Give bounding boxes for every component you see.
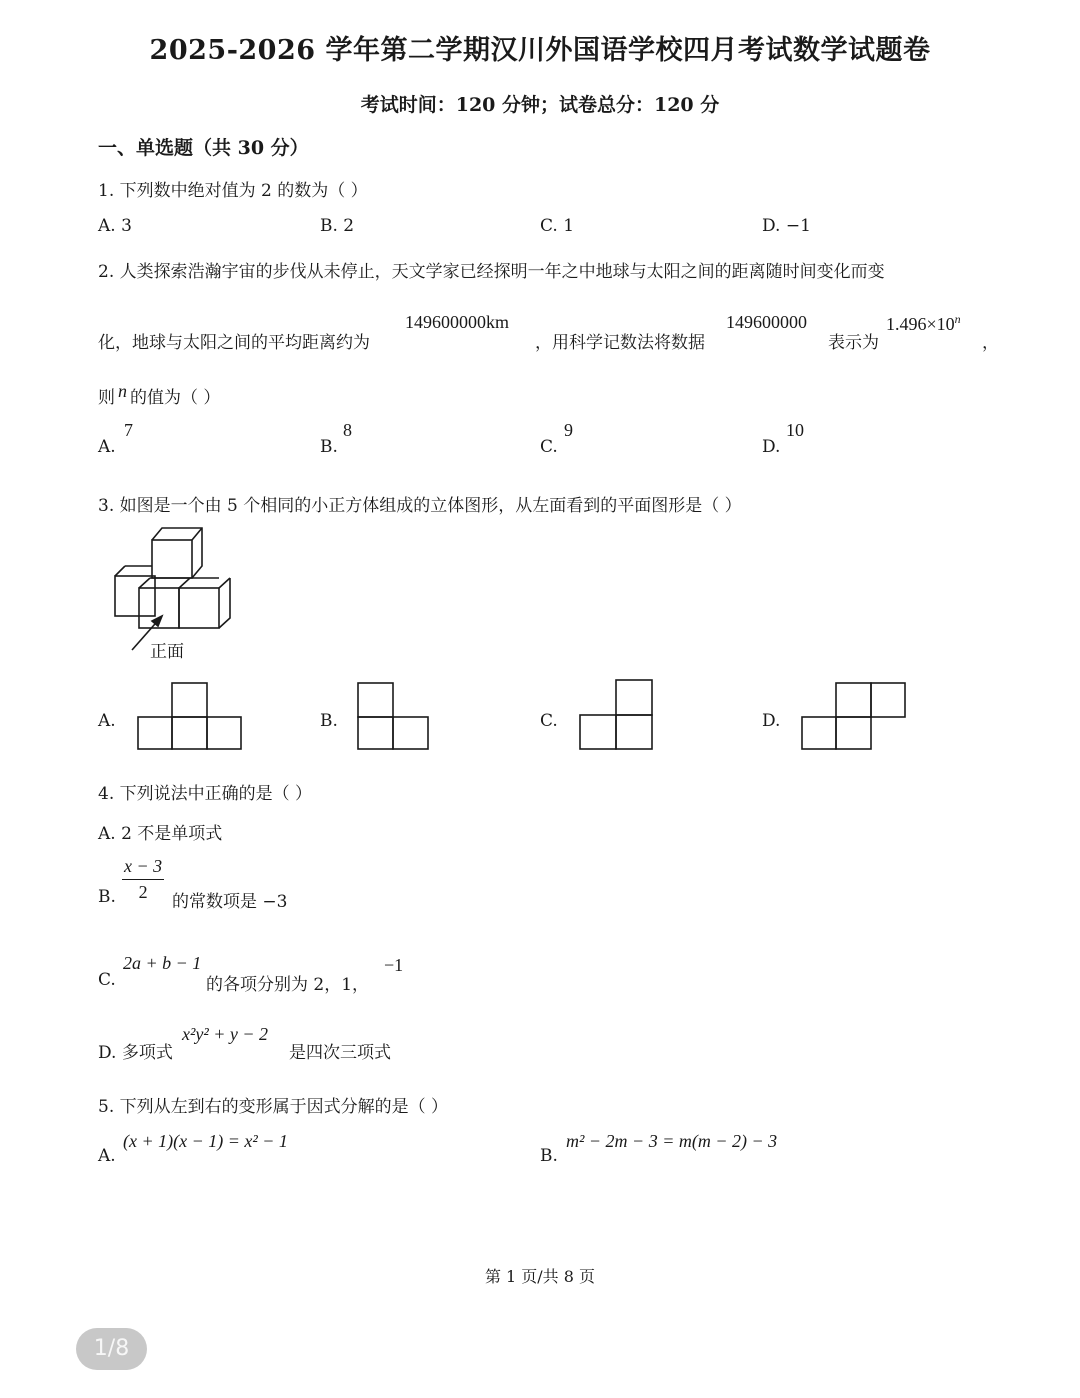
q4-b-denominator: 2 (138, 882, 148, 902)
q1-option-d: D. −1 (762, 216, 811, 236)
q2-number: 149600000 (726, 312, 807, 332)
q2-option-d-letter: D. (762, 437, 781, 457)
exam-title: 2025-2026 学年第二学期汉川外国语学校四月考试数学试题卷 (149, 35, 931, 66)
q4-option-b-letter: B. (98, 887, 116, 907)
q4-option-d-text: 是四次三项式 (289, 1043, 391, 1063)
q4-option-d-expr: x²y² + y − 2 (182, 1024, 269, 1044)
question-3-stem: 3. 如图是一个由 5 个相同的小正方体组成的立体图形，从左面看到的平面图形是（ ） (98, 496, 742, 516)
q2-option-c-value: 9 (564, 420, 573, 440)
q2-sci-base: 1.496×10 (886, 314, 955, 334)
page-footer: 第 1 页/共 8 页 (484, 1267, 596, 1286)
page-indicator[interactable]: 1/8 (76, 1328, 147, 1370)
question-4-stem: 4. 下列说法中正确的是（ ） (98, 784, 313, 804)
exam-subtitle: 考试时间：120 分钟；试卷总分：120 分 (360, 94, 720, 116)
question-2-line2d: ， (982, 333, 999, 353)
question-1-stem: 1. 下列数中绝对值为 2 的数为（ ） (98, 181, 368, 201)
cube-stack-figure (108, 522, 238, 652)
question-2-line2a: 化，地球与太阳之间的平均距离约为 (98, 333, 370, 353)
q2-variable-n: n (118, 381, 127, 401)
q3-option-c-figure (579, 679, 657, 753)
q4-option-b-text: 的常数项是 −3 (172, 892, 288, 912)
q5-option-a-expr: (x + 1)(x − 1) = x² − 1 (123, 1131, 288, 1151)
question-2-line2b: ，用科学记数法将数据 (535, 333, 705, 353)
q1-option-c: C. 1 (540, 216, 575, 236)
q5-option-a-letter: A. (98, 1146, 116, 1166)
front-view-label: 正面 (150, 642, 184, 662)
q4-option-c-expr: 2a + b − 1 (123, 953, 202, 973)
q2-option-a-letter: A. (98, 437, 116, 457)
q4-option-d-lead: D. 多项式 (98, 1043, 173, 1063)
q4-b-numerator: x − 3 (122, 856, 164, 880)
q5-option-b-letter: B. (540, 1146, 558, 1166)
q3-option-b-letter: B. (320, 711, 338, 731)
q3-option-c-letter: C. (540, 711, 558, 731)
q3-option-a-figure (137, 682, 245, 752)
q4-option-c-text: 的各项分别为 2，1， (206, 975, 370, 995)
question-5-stem: 5. 下列从左到右的变形属于因式分解的是（ ） (98, 1097, 449, 1117)
q2-option-b-letter: B. (320, 437, 338, 457)
q4-option-c-letter: C. (98, 970, 116, 990)
question-2-line1: 2. 人类探索浩瀚宇宙的步伐从未停止，天文学家已经探明一年之中地球与太阳之间的距离随时间变化而变 (98, 262, 885, 282)
q3-option-d-letter: D. (762, 711, 781, 731)
q3-option-d-figure (801, 682, 909, 752)
q3-option-b-figure (357, 682, 432, 752)
q1-option-a: A. 3 (98, 216, 132, 236)
q2-option-d-value: 10 (786, 420, 804, 440)
q2-distance: 149600000km (405, 312, 510, 332)
q4-option-a: A. 2 不是单项式 (98, 824, 223, 844)
q2-line3-lead: 则 (98, 388, 115, 408)
question-2-line3 (98, 383, 220, 408)
q4-option-b-fraction (122, 856, 164, 903)
q2-option-a-value: 7 (124, 420, 133, 440)
question-2-line2c: 表示为 (828, 333, 879, 353)
q5-option-b-expr: m² − 2m − 3 = m(m − 2) − 3 (566, 1131, 778, 1151)
q1-option-b: B. 2 (320, 216, 355, 236)
q3-option-a-letter: A. (98, 711, 116, 731)
q4-option-c-last: −1 (384, 955, 404, 975)
section-heading: 一、单选题（共 30 分） (98, 137, 309, 159)
q2-option-c-letter: C. (540, 437, 558, 457)
q2-sci-exponent: n (954, 312, 961, 326)
q2-option-b-value: 8 (343, 420, 352, 440)
q2-scientific-notation (886, 312, 961, 335)
q2-line3-tail: 的值为（ ） (130, 388, 221, 408)
